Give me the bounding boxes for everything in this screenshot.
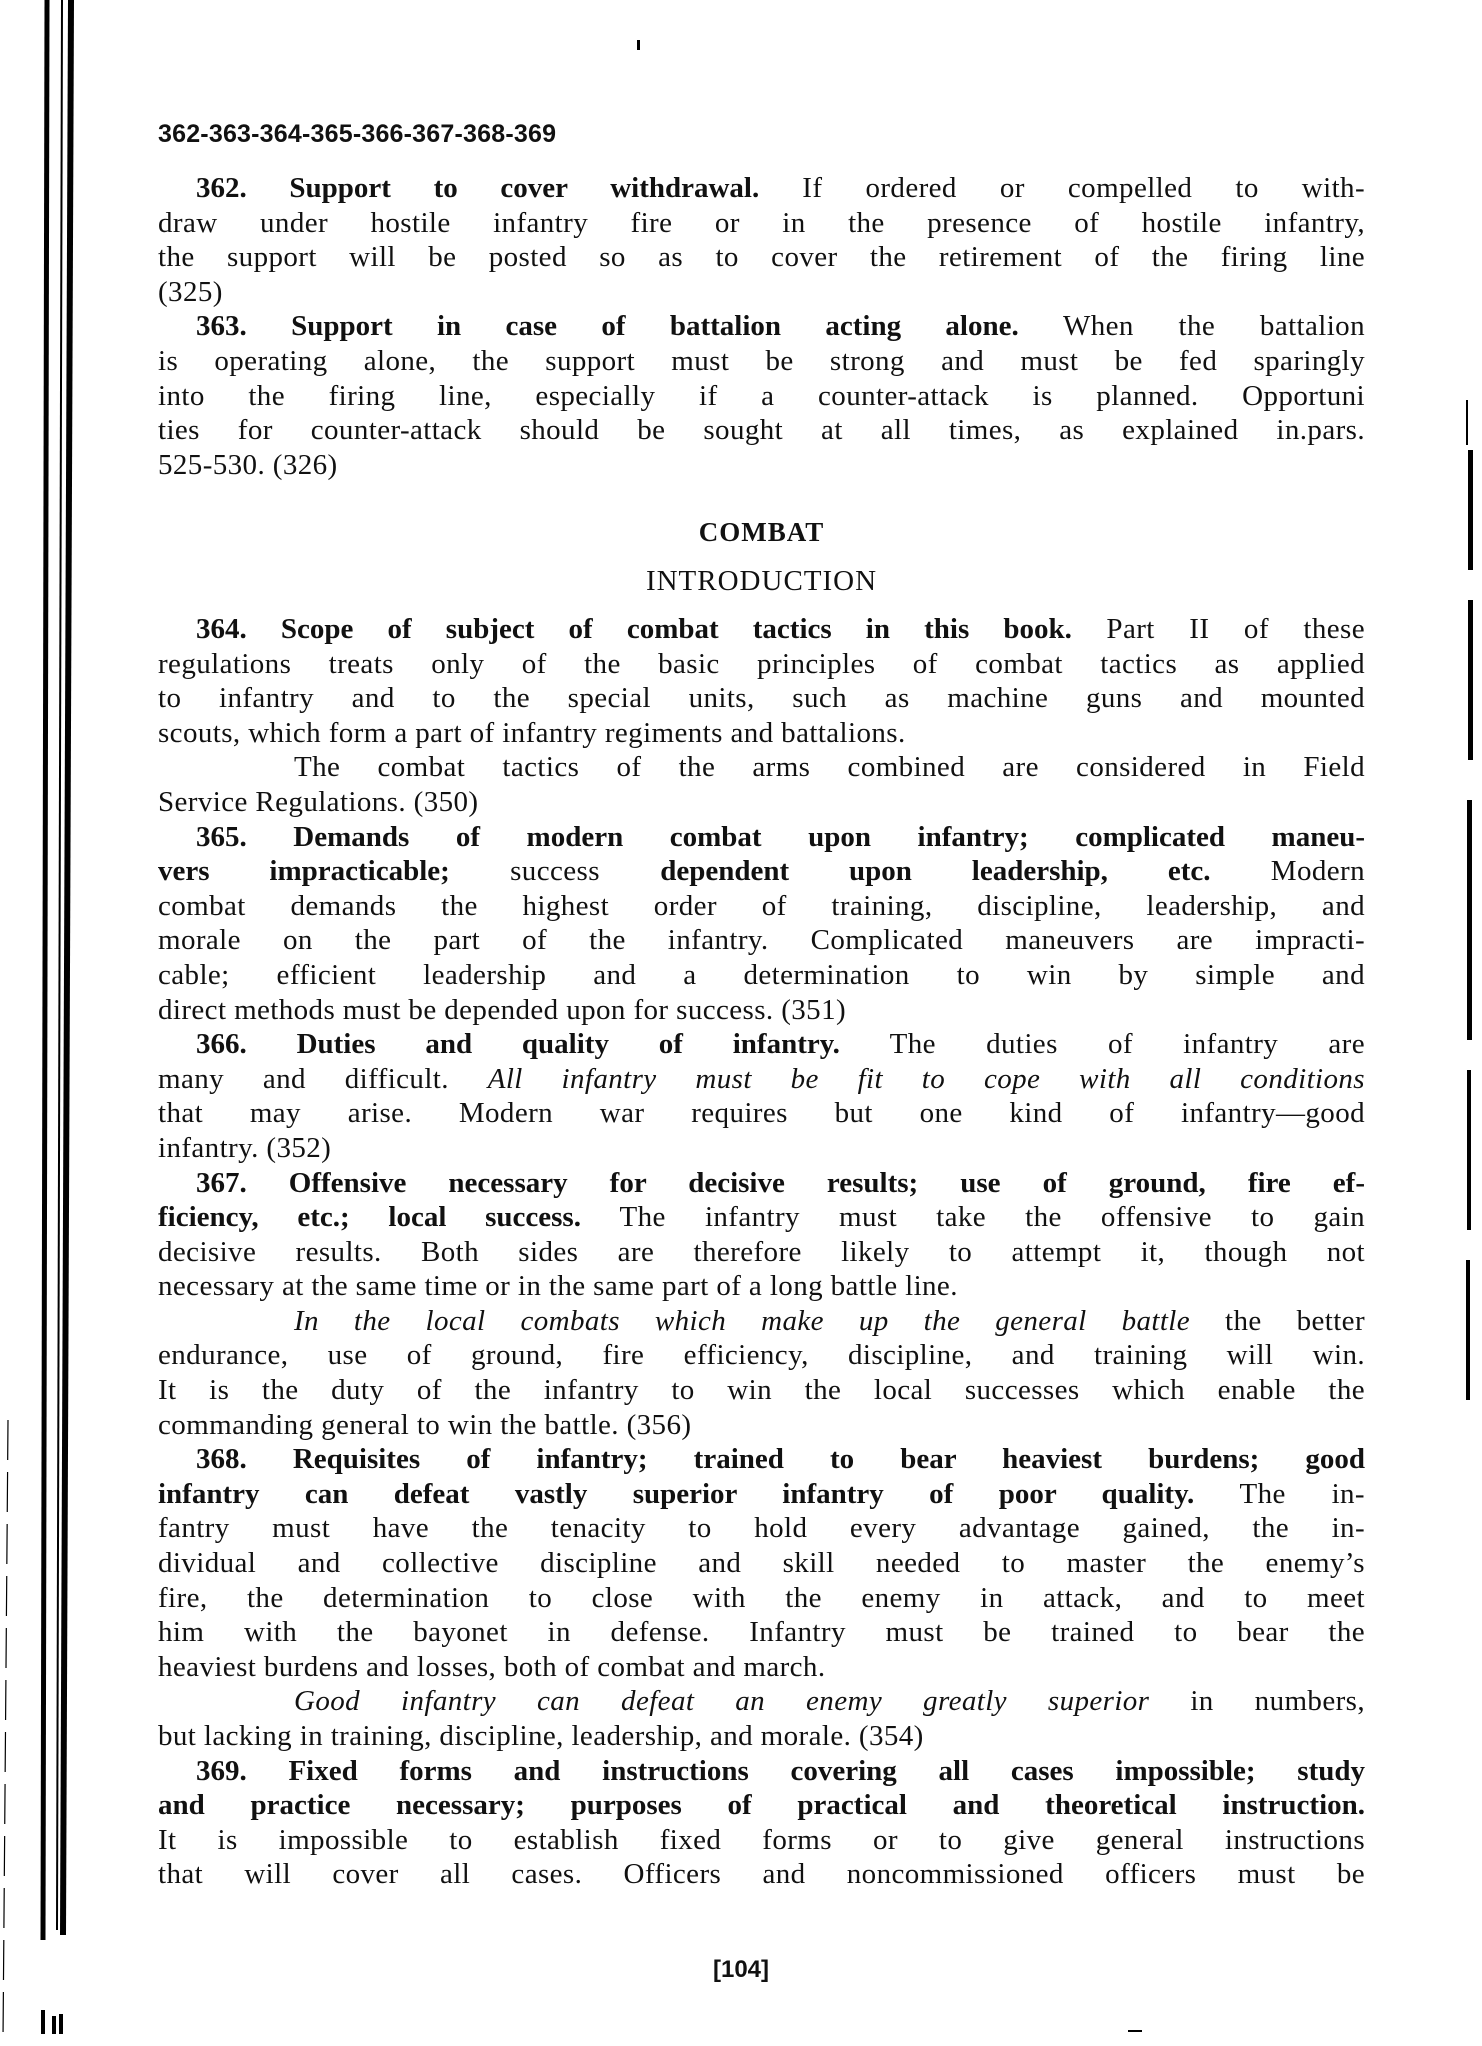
text-line (158, 1096, 1365, 1131)
text-run: success (449, 855, 661, 888)
bold-run: 369. Fixed forms and instructions covering all cases impossible; study (196, 1754, 1365, 1787)
text-line (158, 1684, 1365, 1719)
paragraph-first-line (158, 1754, 1365, 1789)
text-line (158, 785, 1365, 820)
text-run: The duties of infantry are (839, 1028, 1365, 1061)
text-run: fantry must have the tenacity to hold every advantage gained, the in- (158, 1512, 1365, 1545)
text-line (158, 750, 1365, 785)
text-line (158, 647, 1365, 682)
text-run: If ordered or compelled to with- (759, 172, 1365, 204)
text-line (158, 1788, 1365, 1823)
text-run: ties for counter-attack should be sought at all times, as explained in.pars. (158, 414, 1365, 447)
bold-run: infantry can defeat vastly superior infantry of poor quality. (158, 1477, 1195, 1510)
text-line (158, 1131, 1365, 1166)
text-line (158, 1373, 1365, 1408)
italic-run: All infantry must be fit to cope with all conditions (487, 1062, 1365, 1095)
running-head: 362-363-364-365-366-367-368-369 (158, 120, 557, 148)
text-run: cable; efficient leadership and a determination to win by simple and (158, 958, 1365, 991)
text-line (158, 1650, 1365, 1685)
text-line (158, 240, 1365, 275)
paragraph-first-line (158, 820, 1365, 855)
text-run: necessary at the same time or in the same part of a long battle line. (158, 1270, 958, 1303)
paragraph-first-line (158, 612, 1365, 647)
text-run: regulations treats only of the basic principles of combat tactics as applied (158, 647, 1365, 680)
text-run: endurance, use of ground, fire efficiency, discipline, and training will win. (158, 1339, 1365, 1372)
text-run: When the battalion (1018, 310, 1365, 343)
text-run: It is impossible to establish fixed forms or to give general instructions (158, 1823, 1365, 1856)
bold-run: 362. Support to cover withdrawal. (196, 172, 760, 204)
binding-bottom-marks (41, 2010, 63, 2034)
text-run: dividual and collective discipline and skill needed to master the enemy’s (158, 1547, 1365, 1580)
bold-run: 363. Support in case of battalion acting alone. (196, 310, 1019, 343)
paragraph-first-line (158, 1166, 1365, 1201)
text-run: (325) (158, 275, 223, 308)
bold-run: dependent upon leadership, etc. (660, 855, 1211, 888)
text-run: the support will be posted so as to cover the retirement of the firing line (158, 241, 1365, 274)
bold-run: 367. Offensive necessary for decisive results; use of ground, fire ef- (196, 1166, 1365, 1199)
text-run: into the firing line, especially if a counter-attack is planned. Opportuni (158, 379, 1365, 412)
text-run: draw under hostile infantry fire or in the presence of hostile infantry, (158, 206, 1365, 239)
text-run: decisive results. Both sides are therefore likely to attempt it, though not (158, 1235, 1365, 1268)
text-line (158, 344, 1365, 379)
italic-run: Good infantry can defeat an enemy greatly superior (294, 1685, 1150, 1718)
top-speck (637, 40, 640, 50)
paragraph-first-line (158, 309, 1365, 344)
text-run: many and difficult. (158, 1062, 488, 1095)
text-run: is operating alone, the support must be strong and must be fed sparingly (158, 344, 1365, 377)
text-run: that will cover all cases. Officers and noncommissioned officers must be (158, 1858, 1365, 1891)
text-line (158, 681, 1365, 716)
text-line (158, 1719, 1365, 1754)
subsection-heading: INTRODUCTION (645, 565, 878, 597)
text-run: commanding general to win the battle. (356) (158, 1408, 692, 1441)
text-line (158, 1304, 1365, 1339)
text-line (158, 1546, 1365, 1581)
text-line (158, 448, 1365, 483)
bold-run: 366. Duties and quality of infantry. (196, 1028, 840, 1061)
text-run: scouts, which form a part of infantry regiments and battalions. (158, 716, 906, 749)
text-line (158, 889, 1365, 924)
text-run: combat demands the highest order of training, discipline, leadership, and (158, 889, 1365, 922)
bottom-speck (1128, 2030, 1142, 2032)
bold-run: vers impracticable; (158, 855, 450, 888)
bold-run: and practice necessary; purposes of practical and theoretical instruction. (158, 1789, 1365, 1822)
italic-run: In the local combats which make up the general battle (294, 1304, 1191, 1337)
bold-run: ficiency, etc.; local success. (158, 1201, 581, 1234)
text-line (158, 854, 1365, 889)
text-line (158, 1338, 1365, 1373)
text-line (158, 993, 1365, 1028)
text-run: to infantry and to the special units, such as machine guns and mounted (158, 682, 1365, 715)
text-run: in numbers, (1149, 1685, 1365, 1718)
text-run: 525-530. (326) (158, 448, 338, 481)
text-line (158, 1857, 1365, 1892)
text-line (158, 1477, 1365, 1512)
paragraph-first-line (158, 1027, 1365, 1062)
text-run: morale on the part of the infantry. Complicated maneuvers are impracti- (158, 924, 1365, 957)
text-line (158, 1235, 1365, 1270)
text-run: Part II of these (1071, 613, 1365, 645)
text-line (158, 1615, 1365, 1650)
text-line (158, 275, 1365, 310)
right-margin-marks (1466, 400, 1473, 1400)
text-line (158, 1408, 1365, 1443)
text-run: It is the duty of the infantry to win the local successes which enable the (158, 1374, 1365, 1407)
text-line (158, 413, 1365, 448)
text-line (158, 379, 1365, 414)
paragraph-first-line (158, 171, 1365, 206)
text-line (158, 1200, 1365, 1235)
text-line (158, 923, 1365, 958)
text-line (158, 716, 1365, 751)
text-run: The in- (1194, 1477, 1365, 1510)
text-run: but lacking in training, discipline, leadership, and morale. (354) (158, 1720, 924, 1752)
text-run: direct methods must be depended upon for success. (351) (158, 993, 847, 1026)
page-number: [104] (712, 1956, 770, 1983)
text-run: him with the bayonet in defense. Infantry must be trained to bear the (158, 1616, 1365, 1649)
bold-run: 368. Requisites of infantry; trained to bear heaviest burdens; good (196, 1443, 1365, 1476)
text-line (158, 1581, 1365, 1616)
text-run: The infantry must take the offensive to gain (580, 1201, 1365, 1234)
text-line (158, 1511, 1365, 1546)
bold-run: 364. Scope of subject of combat tactics in this book. (196, 613, 1072, 645)
text-run: infantry. (352) (158, 1131, 332, 1164)
text-line (158, 1062, 1365, 1097)
binding-edge-lines (3, 0, 71, 2040)
text-run: fire, the determination to close with the enemy in attack, and to meet (158, 1581, 1365, 1614)
paragraph-first-line (158, 1442, 1365, 1477)
text-run: the better (1190, 1304, 1366, 1337)
section-heading: COMBAT (698, 517, 825, 547)
text-run: Service Regulations. (350) (158, 785, 479, 818)
text-run: heaviest burdens and losses, both of combat and march. (158, 1650, 826, 1683)
bold-run: 365. Demands of modern combat upon infantry; complicated maneu- (196, 820, 1365, 853)
text-line (158, 206, 1365, 241)
text-run: Modern (1210, 855, 1365, 888)
text-run: The combat tactics of the arms combined are considered in Field (294, 751, 1365, 784)
text-block-paragraphs-364-369 (158, 612, 1365, 1892)
text-block-paragraphs-362-363 (158, 171, 1365, 482)
text-line (158, 958, 1365, 993)
text-line (158, 1823, 1365, 1858)
text-run: that may arise. Modern war requires but one kind of infantry—good (158, 1097, 1365, 1130)
text-line (158, 1269, 1365, 1304)
